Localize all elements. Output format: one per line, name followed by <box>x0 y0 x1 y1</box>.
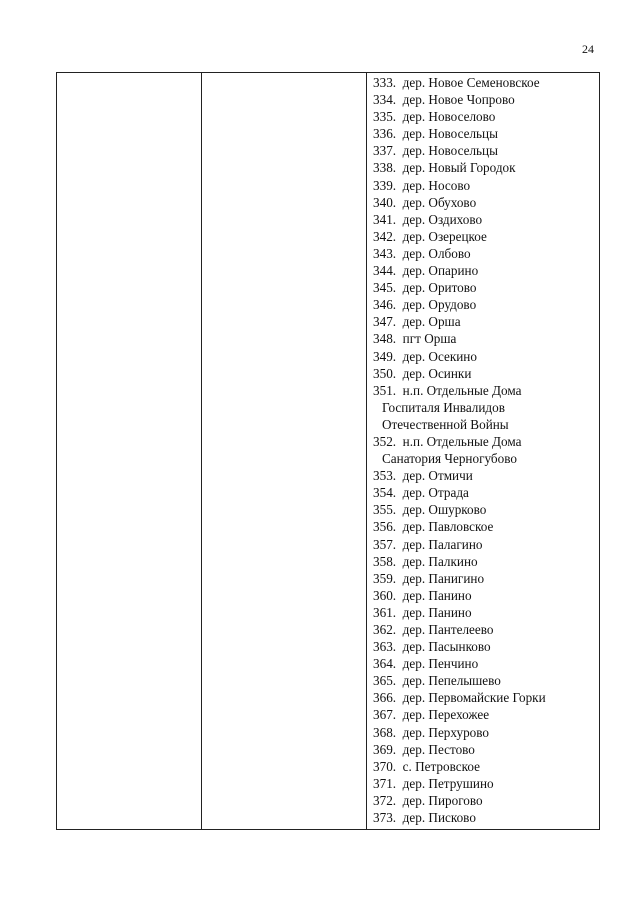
entry-name: дер. Новоселово <box>402 109 496 125</box>
list-item <box>373 74 599 91</box>
entry-number: 356. <box>373 519 397 535</box>
settlement-list <box>373 74 599 826</box>
entry-number: 333. <box>373 75 397 90</box>
entry-number: 361. <box>373 604 397 620</box>
entry-number: 370. <box>373 758 397 774</box>
entry-number: 350. <box>373 365 397 381</box>
list-item <box>373 604 599 621</box>
list-item <box>373 536 599 553</box>
list-item <box>373 741 599 758</box>
entry-number: 363. <box>373 639 397 655</box>
entry-name: дер. Пирогово <box>402 792 483 808</box>
list-item <box>373 211 599 228</box>
entry-number: 365. <box>373 673 397 689</box>
entry-name: дер. Обухово <box>402 194 477 210</box>
entry-name: дер. Писково <box>402 810 476 826</box>
entry-number: 371. <box>373 775 397 791</box>
entry-name: н.п. Отдельные Дома <box>402 433 522 449</box>
list-item <box>373 382 599 399</box>
entry-name: дер. Пепелышево <box>402 673 501 689</box>
empty-column-2 <box>202 73 367 830</box>
entry-name: дер. Палкино <box>402 553 478 569</box>
entry-number: 335. <box>373 109 397 125</box>
entry-name: дер. Опарино <box>402 263 479 279</box>
list-item <box>373 689 599 706</box>
list-item <box>373 809 599 826</box>
entry-number: 346. <box>373 297 397 313</box>
entry-number: 368. <box>373 724 397 740</box>
entry-number: 341. <box>373 211 397 227</box>
table-row <box>57 73 600 830</box>
entry-name: дер. Первомайские Горки <box>402 690 546 706</box>
list-item <box>373 245 599 262</box>
list-item <box>373 638 599 655</box>
entry-name: дер. Панигино <box>402 570 485 586</box>
list-item <box>373 177 599 194</box>
entry-name: дер. Пасынково <box>402 639 491 655</box>
entry-number: 343. <box>373 245 397 261</box>
entry-name: дер. Отрада <box>402 485 469 501</box>
entry-name: дер. Новое Чопрово <box>402 92 515 108</box>
entry-number: 355. <box>373 502 397 518</box>
list-item <box>373 433 599 450</box>
entry-name: дер. Панино <box>402 587 472 603</box>
entry-name: н.п. Отдельные Дома <box>402 382 522 398</box>
entry-number: 334. <box>373 92 397 108</box>
entry-number: 349. <box>373 348 397 364</box>
list-item <box>373 125 599 142</box>
list-item <box>373 621 599 638</box>
entry-name: дер. Панино <box>402 604 472 620</box>
list-item <box>373 365 599 382</box>
entry-name: дер. Озерецкое <box>402 228 487 244</box>
list-item <box>373 91 599 108</box>
empty-column-1 <box>57 73 202 830</box>
list-item <box>373 467 599 484</box>
list-item <box>373 518 599 535</box>
entry-name-continuation: Отечественной Войны <box>382 416 509 432</box>
list-item <box>373 501 599 518</box>
entry-number: 347. <box>373 314 397 330</box>
entry-number: 340. <box>373 194 397 210</box>
entry-number: 344. <box>373 263 397 279</box>
entry-number: 369. <box>373 741 397 757</box>
entry-name: дер. Палагино <box>402 536 483 552</box>
entry-name: дер. Ошурково <box>402 502 487 518</box>
entry-number: 359. <box>373 570 397 586</box>
entry-name-continuation: Госпиталя Инвалидов <box>382 399 505 415</box>
list-item <box>373 672 599 689</box>
entry-name: дер. Осинки <box>402 365 472 381</box>
entry-number: 352. <box>373 433 397 449</box>
entry-number: 338. <box>373 160 397 176</box>
list-item <box>373 348 599 365</box>
entry-number: 358. <box>373 553 397 569</box>
entry-name: дер. Отмичи <box>402 468 473 484</box>
entry-name: дер. Оздихово <box>402 211 483 227</box>
entry-name: дер. Перхурово <box>402 724 489 740</box>
entry-name: дер. Пантелеево <box>402 622 494 637</box>
list-item <box>373 775 599 792</box>
entry-name: дер. Пестово <box>402 741 475 757</box>
entry-name: дер. Новосельцы <box>402 143 498 159</box>
entry-number: 348. <box>373 331 397 347</box>
settlements-table <box>56 72 600 830</box>
entry-name: дер. Петрушино <box>402 775 494 791</box>
entry-name: дер. Орша <box>402 314 461 330</box>
list-item <box>373 194 599 211</box>
list-item <box>373 484 599 501</box>
list-item <box>373 228 599 245</box>
list-item <box>373 313 599 330</box>
list-item <box>373 706 599 723</box>
list-item <box>373 758 599 775</box>
page-number: 24 <box>582 42 594 56</box>
entry-number: 372. <box>373 792 397 808</box>
list-item <box>373 587 599 604</box>
list-item <box>373 296 599 313</box>
list-item <box>373 724 599 741</box>
entry-name: дер. Осекино <box>402 348 477 364</box>
entry-name-continuation: Санатория Черногубово <box>382 451 517 467</box>
entry-number: 354. <box>373 485 397 501</box>
list-item <box>373 792 599 809</box>
list-item <box>373 553 599 570</box>
list-item <box>373 262 599 279</box>
entry-name: дер. Новый Городок <box>402 160 516 176</box>
entry-number: 364. <box>373 656 397 672</box>
entry-name: дер. Новое Семеновское <box>402 75 540 90</box>
list-item <box>373 330 599 347</box>
list-item <box>373 655 599 672</box>
entry-name: дер. Перехожее <box>402 707 490 723</box>
list-item <box>373 570 599 587</box>
entry-name: дер. Олбово <box>402 245 471 261</box>
entry-number: 336. <box>373 126 397 142</box>
entry-number: 345. <box>373 280 397 296</box>
entry-number: 373. <box>373 810 397 826</box>
entry-number: 366. <box>373 690 397 706</box>
entry-name: дер. Носово <box>402 177 471 193</box>
list-item <box>373 279 599 296</box>
entry-number: 351. <box>373 382 397 398</box>
entry-number: 367. <box>373 707 397 723</box>
entry-name: дер. Орудово <box>402 297 477 313</box>
entry-number: 337. <box>373 143 397 159</box>
entry-name: дер. Оритово <box>402 280 477 296</box>
entry-number: 360. <box>373 587 397 603</box>
entry-name: дер. Пенчино <box>402 656 479 672</box>
entry-name: пгт Орша <box>402 331 457 347</box>
entry-number: 342. <box>373 228 397 244</box>
entry-number: 362. <box>373 622 397 637</box>
list-item <box>373 108 599 125</box>
list-item <box>373 142 599 159</box>
entry-number: 357. <box>373 536 397 552</box>
entry-name: с. Петровское <box>402 758 480 774</box>
entry-name: дер. Новосельцы <box>402 126 498 142</box>
list-item <box>373 159 599 176</box>
entry-number: 339. <box>373 177 397 193</box>
entry-name: дер. Павловское <box>402 519 494 535</box>
settlements-column <box>367 73 600 830</box>
entry-number: 353. <box>373 468 397 484</box>
